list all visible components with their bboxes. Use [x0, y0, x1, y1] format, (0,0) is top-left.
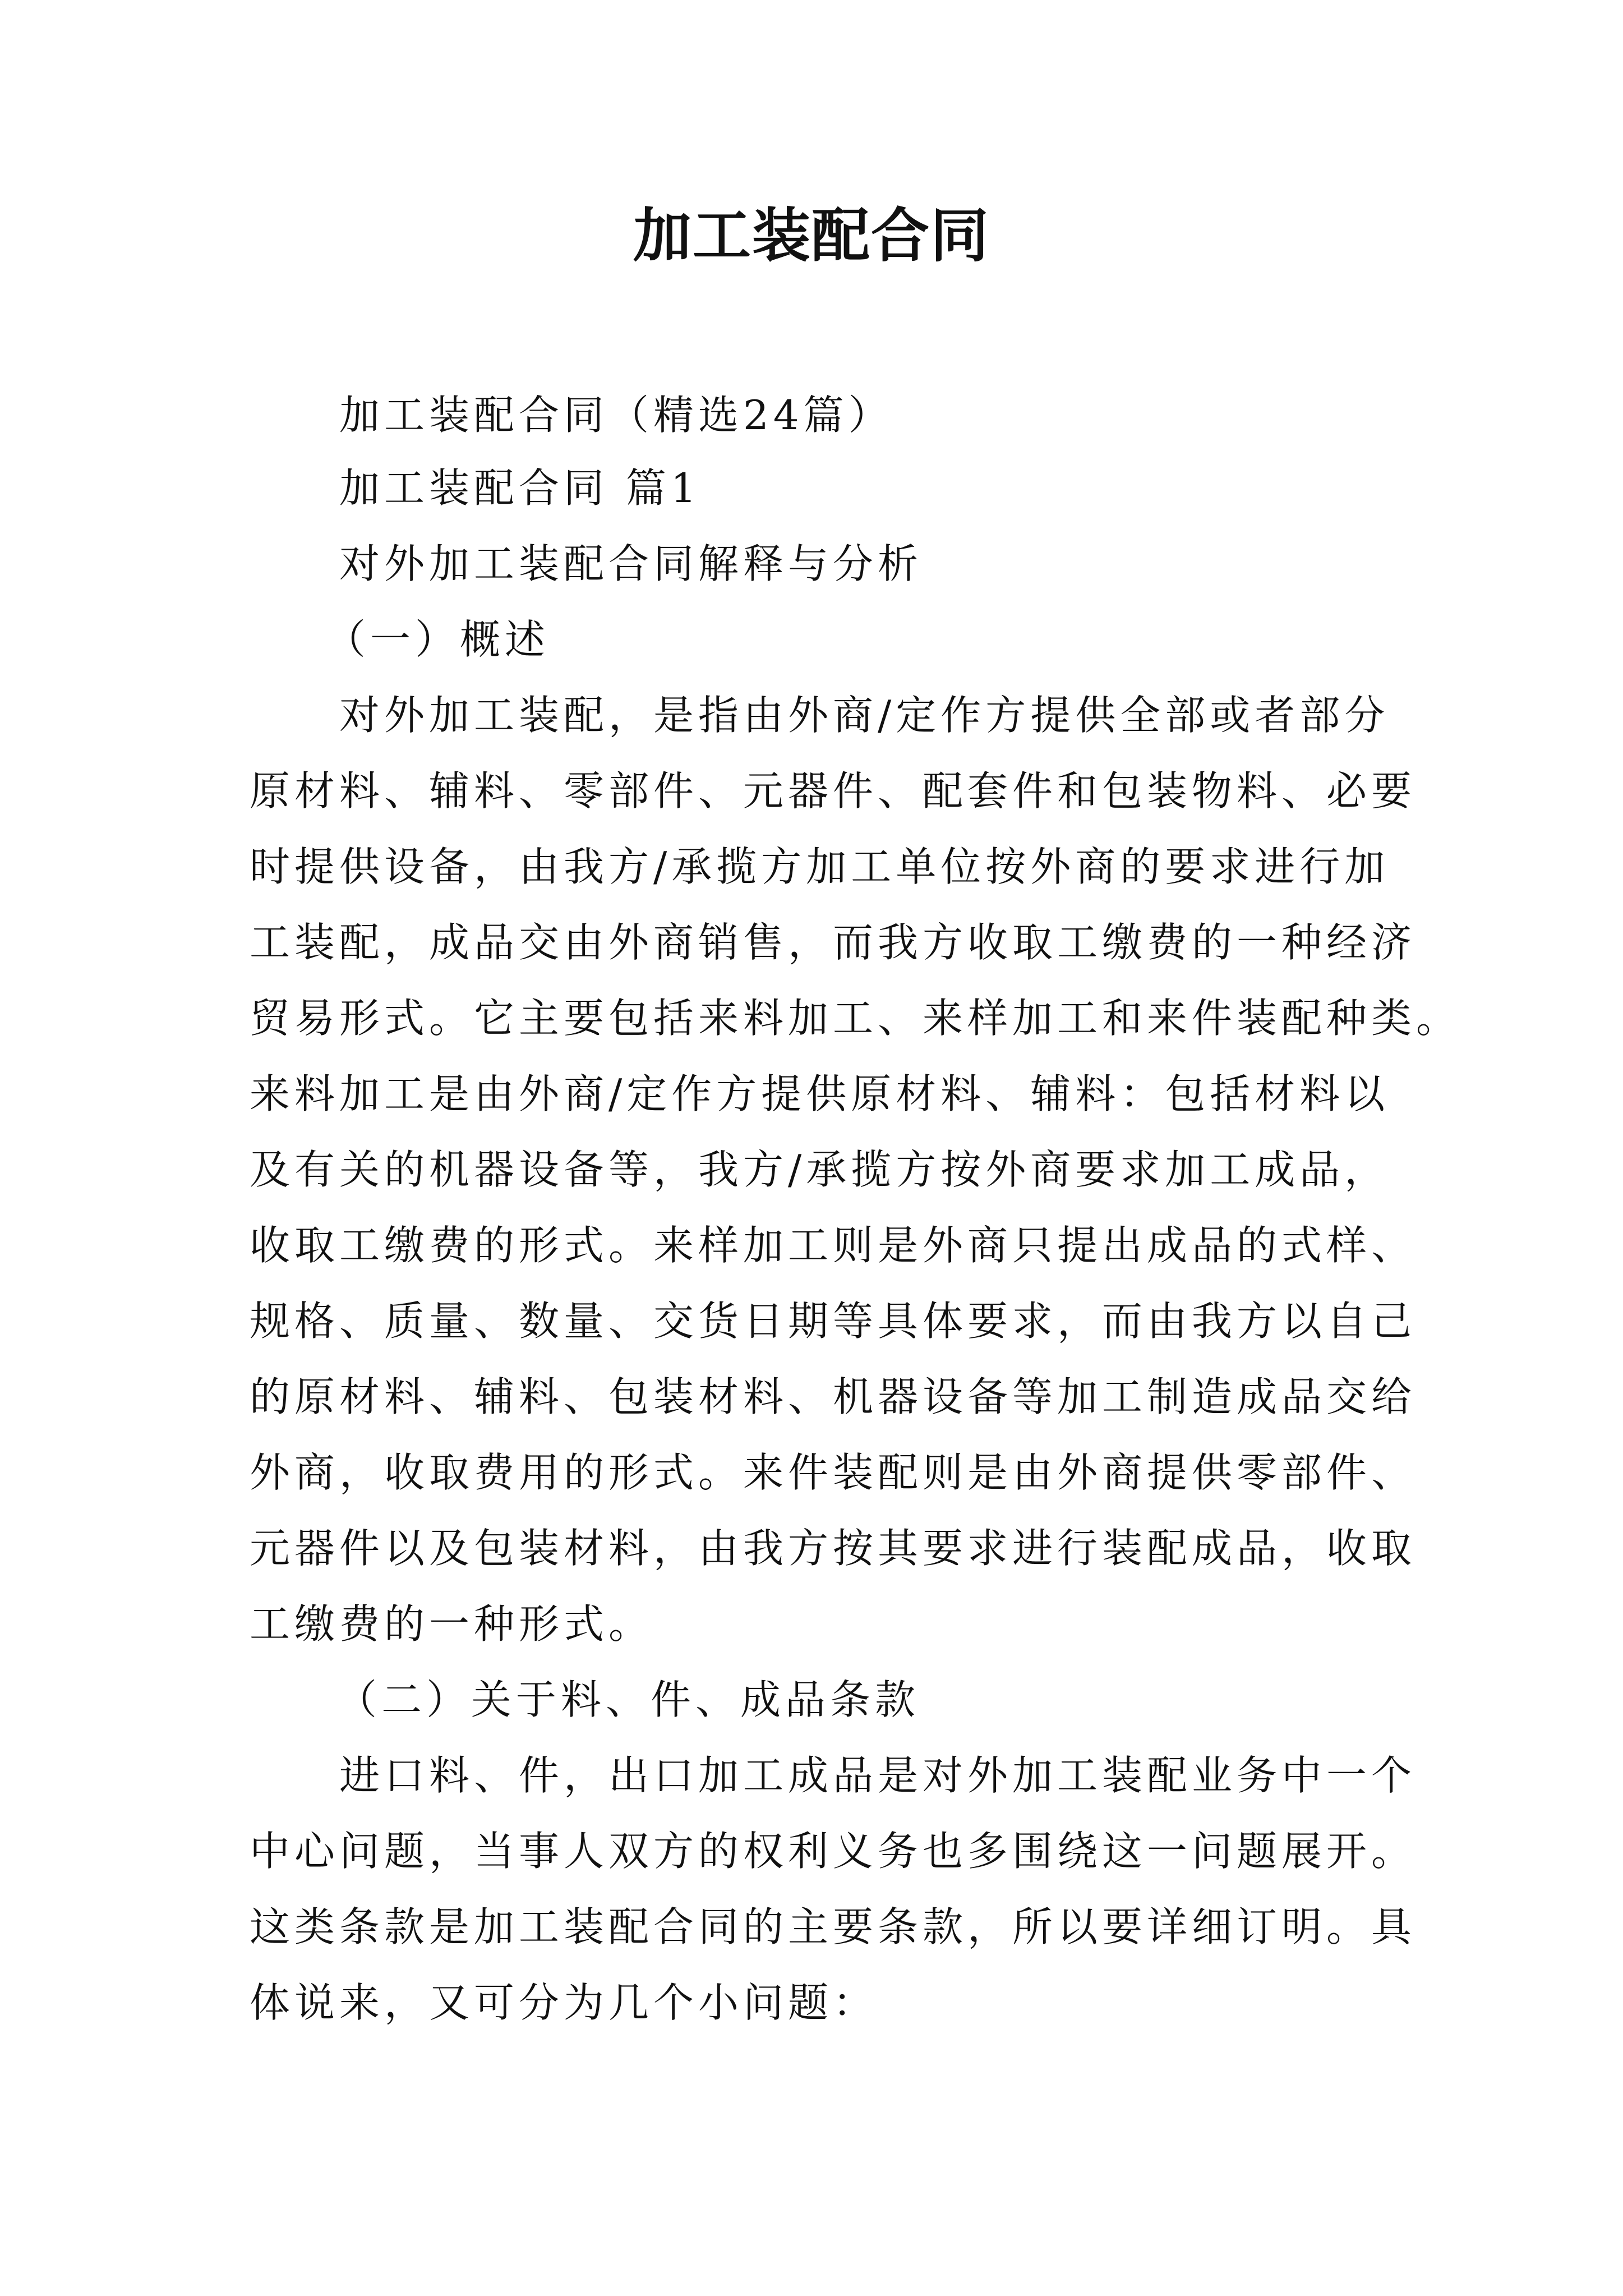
heading-overview: （一）概述: [325, 616, 550, 663]
heading-clauses: （二）关于料、件、成品条款: [336, 1676, 920, 1723]
paragraph-line: 收取工缴费的形式。来样加工则是外商只提出成品的式样、: [250, 1222, 1417, 1269]
paragraph-line: 原材料、辅料、零部件、元器件、配套件和包装物料、必要: [250, 767, 1417, 815]
document-title: 加工装配合同: [633, 201, 990, 270]
paragraph-line: 外商，收取费用的形式。来件装配则是由外商提供零部件、: [250, 1449, 1417, 1496]
paragraph-line: 工装配，成品交由外商销售，而我方收取工缴费的一种经济: [250, 919, 1417, 966]
paragraph-line: 体说来，又可分为几个小问题：: [250, 1979, 878, 2026]
paragraph-line: 及有关的机器设备等，我方/承揽方按外商要求加工成品，: [250, 1146, 1390, 1193]
paragraph-line: 中心问题，当事人双方的权利义务也多围绕这一问题展开。: [250, 1828, 1417, 1875]
paragraph-line: 进口料、件，出口加工成品是对外加工装配业务中一个: [339, 1752, 1417, 1799]
paragraph-line: 规格、质量、数量、交货日期等具体要求，而由我方以自己: [250, 1297, 1417, 1345]
paragraph-line: 来料加工是由外商/定作方提供原材料、辅料：包括材料以: [250, 1070, 1390, 1117]
paragraph-line: 元器件以及包装材料，由我方按其要求进行装配成品，收取: [250, 1525, 1417, 1572]
document-subtitle: 加工装配合同（精选24篇）: [339, 392, 893, 439]
paragraph-line: 工缴费的一种形式。: [250, 1600, 654, 1648]
paragraph-line: 的原材料、辅料、包装材料、机器设备等加工制造成品交给: [250, 1373, 1417, 1420]
section-heading: 对外加工装配合同解释与分析: [339, 540, 923, 587]
part-heading: 加工装配合同 篇1: [339, 464, 701, 512]
paragraph-line: 这类条款是加工装配合同的主要条款，所以要详细订明。具: [250, 1903, 1417, 1950]
paragraph-line: 时提供设备，由我方/承揽方加工单位按外商的要求进行加: [250, 843, 1390, 890]
paragraph-line: 贸易形式。它主要包括来料加工、来样加工和来件装配种类。: [250, 995, 1461, 1042]
paragraph-line: 对外加工装配，是指由外商/定作方提供全部或者部分: [339, 692, 1390, 739]
